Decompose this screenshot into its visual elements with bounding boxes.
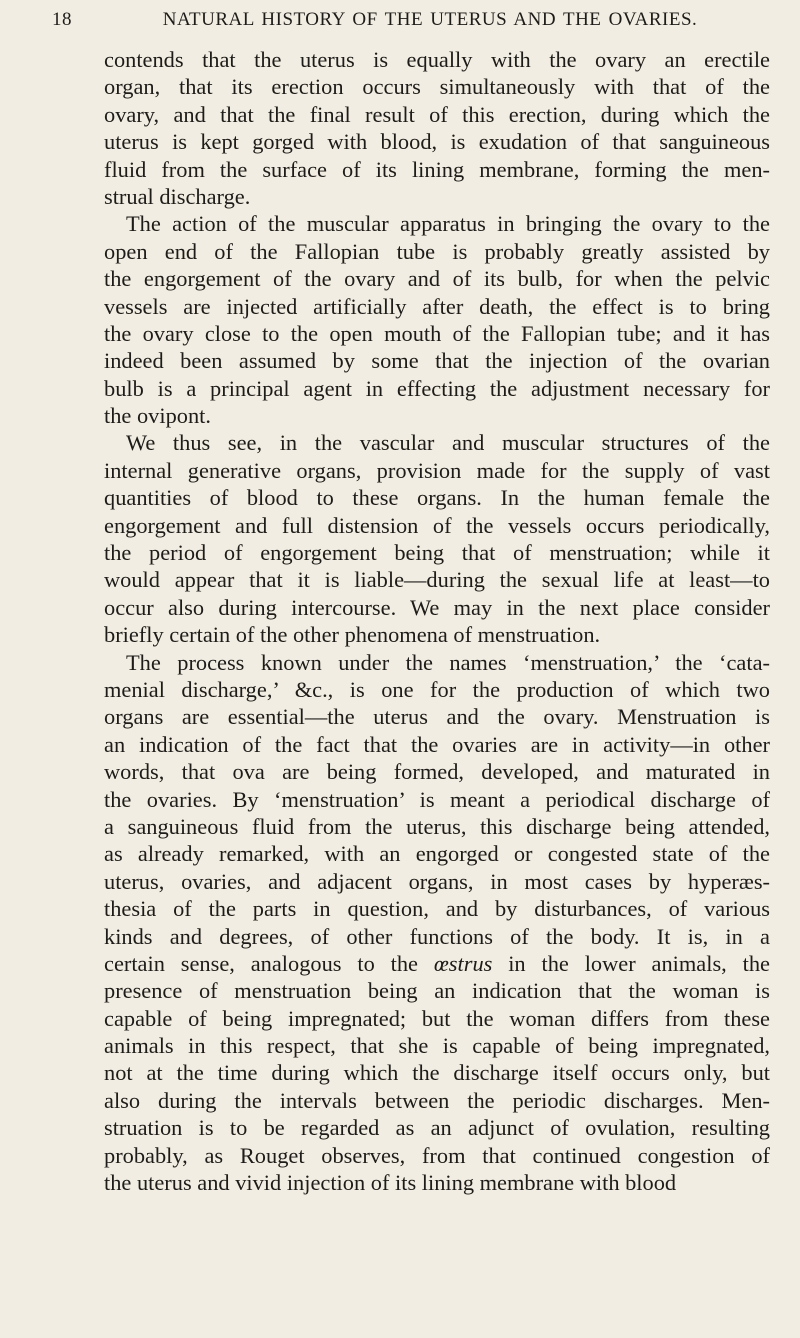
text-line: certain sense, analogous to the œstrus in the lower animals, the bbox=[104, 950, 770, 976]
text-line: uterus is kept gorged with blood, is exudation of that sanguineous bbox=[104, 129, 770, 155]
text-line: would appear that it is liable—during the sexual life at least—to bbox=[104, 567, 770, 593]
paragraph bbox=[104, 429, 770, 648]
text-line: occur also during intercourse. We may in the next place consider bbox=[104, 594, 770, 620]
text-line: as already remarked, with an engorged or congested state of the bbox=[104, 841, 770, 867]
text-line: The process known under the names ‘menstruation,’ the ‘cata- bbox=[126, 649, 770, 675]
text-line: briefly certain of the other phenomena of menstruation. bbox=[104, 622, 601, 648]
text-line: the ovary close to the open mouth of the Fallopian tube; and it has bbox=[104, 320, 770, 346]
text-line: The action of the muscular apparatus in bringing the ovary to the bbox=[126, 211, 770, 237]
text-line: presence of menstruation being an indication that the woman is bbox=[104, 978, 770, 1004]
text-line: engorgement and full distension of the vessels occurs periodically, bbox=[104, 512, 770, 538]
text-line: bulb is a principal agent in effecting the adjustment necessary for bbox=[104, 375, 770, 401]
text-line: indeed been assumed by some that the injection of the ovarian bbox=[104, 348, 770, 374]
text-line: struation is to be regarded as an adjunct of ovulation, resulting bbox=[104, 1115, 770, 1141]
text-line: words, that ova are being formed, developed, and maturated in bbox=[104, 759, 770, 785]
text-line: thesia of the parts in question, and by disturbances, of various bbox=[104, 896, 770, 922]
text-line: the ovipont. bbox=[104, 403, 211, 429]
text-line: the ovaries. By ‘menstruation’ is meant a periodical discharge of bbox=[104, 786, 770, 812]
text-line: organ, that its erection occurs simultaneously with that of the bbox=[104, 74, 770, 100]
text-line: the uterus and vivid injection of its lining membrane with blood bbox=[104, 1170, 677, 1196]
paragraph bbox=[104, 649, 770, 1197]
text-line: animals in this respect, that she is capable of being impregnated, bbox=[104, 1033, 770, 1059]
text-line: fluid from the surface of its lining membrane, forming the men- bbox=[104, 156, 770, 182]
paragraph bbox=[104, 210, 770, 429]
text-line: menial discharge,’ &c., is one for the production of which two bbox=[104, 676, 770, 702]
text-line: contends that the uterus is equally with the ovary an erectile bbox=[104, 47, 770, 72]
text-line: the engorgement of the ovary and of its bulb, for when the pelvic bbox=[104, 266, 770, 292]
text-line: a sanguineous fluid from the uterus, this discharge being attended, bbox=[104, 813, 770, 839]
text-line: capable of being impregnated; but the woman differs from these bbox=[104, 1005, 770, 1031]
text-line: the period of engorgement being that of menstruation; while it bbox=[104, 540, 770, 566]
text-line: quantities of blood to these organs. In the human female the bbox=[104, 485, 770, 511]
text-line: an indication of the fact that the ovaries are in activity—in other bbox=[104, 731, 770, 757]
body-text bbox=[104, 46, 770, 1196]
running-title: NATURAL HISTORY OF THE UTERUS AND THE OVARIES. bbox=[162, 9, 698, 30]
text-line: probably, as Rouget observes, from that continued congestion of bbox=[104, 1142, 770, 1168]
paragraph bbox=[104, 46, 770, 210]
page-number: 18 bbox=[52, 9, 72, 30]
text-line: also during the intervals between the periodic discharges. Men- bbox=[104, 1087, 770, 1113]
text-line: internal generative organs, provision made for the supply of vast bbox=[104, 457, 770, 483]
text-line: organs are essential—the uterus and the ovary. Menstruation is bbox=[104, 704, 770, 730]
text-line: not at the time during which the discharge itself occurs only, but bbox=[104, 1060, 770, 1086]
running-head bbox=[52, 6, 772, 34]
text-line: open end of the Fallopian tube is probably greatly assisted by bbox=[104, 238, 770, 264]
text-line: ovary, and that the final result of this erection, during which the bbox=[104, 101, 770, 127]
text-line: We thus see, in the vascular and muscular structures of the bbox=[126, 430, 770, 456]
text-line: strual discharge. bbox=[104, 183, 251, 209]
text-line: kinds and degrees, of other functions of the body. It is, in a bbox=[104, 923, 770, 949]
text-line: uterus, ovaries, and adjacent organs, in most cases by hyperæs- bbox=[104, 868, 770, 894]
text-line: vessels are injected artificially after death, the effect is to bring bbox=[104, 293, 770, 319]
